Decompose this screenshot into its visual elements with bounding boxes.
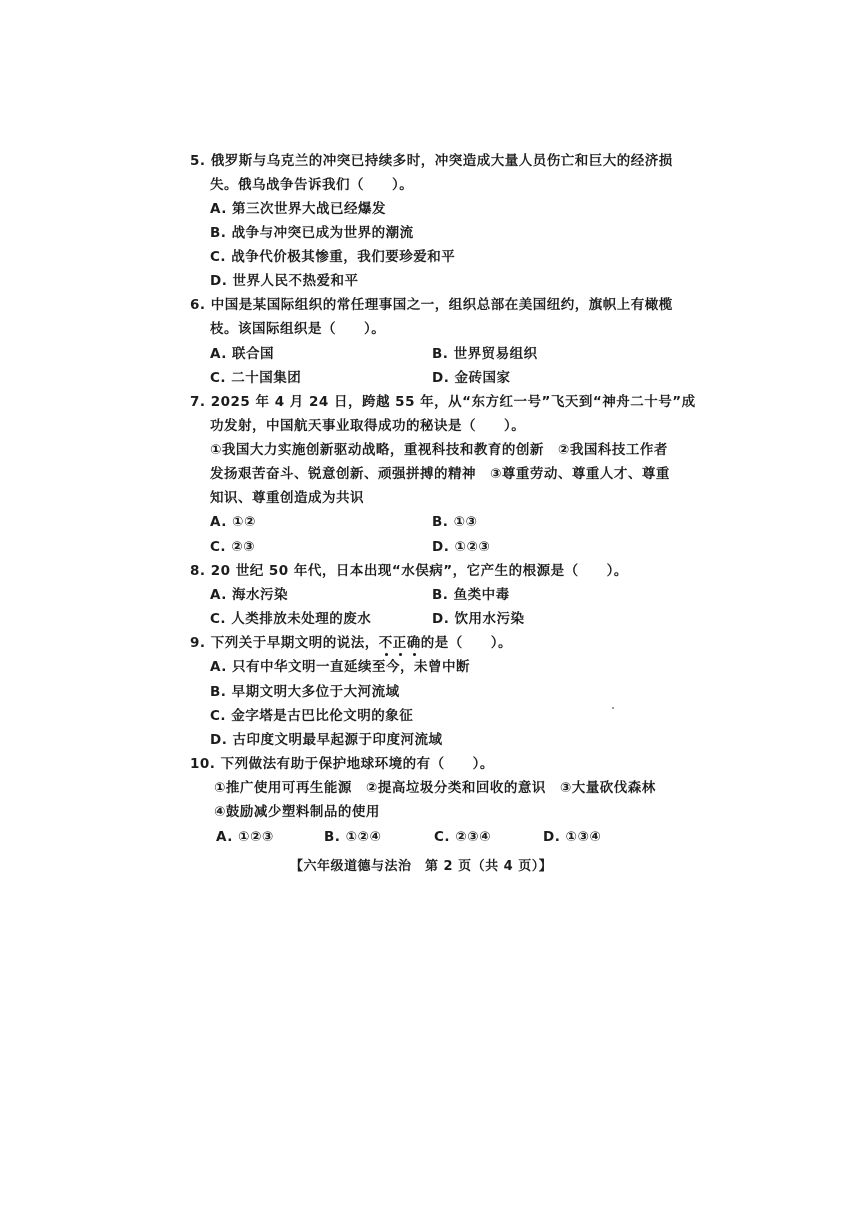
q10-statement-line1: ①推广使用可再生能源 ②提高垃圾分类和回收的意识 ③大量砍伐森林 <box>214 780 656 796</box>
page-footer: 【六年级道德与法治 第 2 页（共 4 页）】 <box>290 859 553 874</box>
q6-option-d: D. 金砖国家 <box>432 370 511 386</box>
q10-statement-line2: ④鼓励减少塑料制品的使用 <box>214 804 380 820</box>
emphasis-dot <box>399 653 402 656</box>
q8-option-b: B. 鱼类中毒 <box>432 587 510 603</box>
q5-stem-line2: 失。俄乌战争告诉我们（ ）。 <box>210 177 414 193</box>
q7-option-a: A. ①② <box>210 514 256 530</box>
q6-option-a: A. 联合国 <box>210 346 275 362</box>
q5-option-d: D. 世界人民不热爱和平 <box>210 273 359 289</box>
q9-stem-suffix: 的是（ ）。 <box>420 635 512 651</box>
q5-option-c: C. 战争代价极其惨重，我们要珍爱和平 <box>210 249 456 265</box>
q9-option-d: D. 古印度文明最早起源于印度河流域 <box>210 732 443 748</box>
q7-statement-line2: 发扬艰苦奋斗、锐意创新、顽强拼搏的精神 ③尊重劳动、尊重人才、尊重 <box>210 466 670 482</box>
q7-stem-line2: 功发射，中国航天事业取得成功的秘诀是（ ）。 <box>210 418 526 434</box>
emphasis-dot <box>385 653 388 656</box>
q5-option-a: A. 第三次世界大战已经爆发 <box>210 201 387 217</box>
q9-stem-prefix: 9. 下列关于早期文明的说法， <box>190 635 379 651</box>
q6-stem-line1: 6. 中国是某国际组织的常任理事国之一，组织总部在美国纽约，旗帜上有橄榄 <box>190 297 673 313</box>
q10-option-c: C. ②③④ <box>434 829 492 845</box>
q10-stem: 10. 下列做法有助于保护地球环境的有（ ）。 <box>190 756 494 772</box>
q5-option-b: B. 战争与冲突已成为世界的潮流 <box>210 225 414 241</box>
q9-emphasis-not-correct <box>379 635 421 651</box>
q6-option-c: C. 二十国集团 <box>210 370 302 386</box>
q7-option-c: C. ②③ <box>210 539 256 555</box>
q7-option-d: D. ①②③ <box>432 539 491 555</box>
q6-stem-line2: 枝。该国际组织是（ ）。 <box>210 321 386 337</box>
q6-option-b: B. 世界贸易组织 <box>432 346 538 362</box>
q8-option-c: C. 人类排放未处理的废水 <box>210 611 372 627</box>
q10-option-d: D. ①③④ <box>543 829 602 845</box>
q8-option-d: D. 饮用水污染 <box>432 611 525 627</box>
q10-option-a: A. ①②③ <box>216 829 274 845</box>
q7-option-b: B. ①③ <box>432 514 478 530</box>
q9-stem <box>190 634 512 652</box>
q7-statement-line1: ①我国大力实施创新驱动战略，重视科技和教育的创新 ②我国科技工作者 <box>210 442 668 458</box>
q5-stem-line1: 5. 俄罗斯与乌克兰的冲突已持续多时，冲突造成大量人员伤亡和巨大的经济损 <box>190 153 673 169</box>
q9-option-b: B. 早期文明大多位于大河流域 <box>210 684 400 700</box>
scan-speck <box>612 707 614 709</box>
q8-stem: 8. 20 世纪 50 年代，日本出现“水俣病”，它产生的根源是（ ）。 <box>190 563 628 579</box>
q7-statement-line3: 知识、尊重创造成为共识 <box>210 490 364 506</box>
emphasis-dot <box>413 653 416 656</box>
q9-emphasis-text: 不正确 <box>378 635 421 651</box>
q9-option-c: C. 金字塔是古巴比伦文明的象征 <box>210 708 414 724</box>
q10-option-b: B. ①②④ <box>324 829 382 845</box>
q8-option-a: A. 海水污染 <box>210 587 289 603</box>
q9-option-a: A. 只有中华文明一直延续至今，未曾中断 <box>210 659 471 675</box>
q7-stem-line1: 7. 2025 年 4 月 24 日，跨越 55 年，从“东方红一号”飞天到“神舟二十号”成 <box>190 394 696 410</box>
